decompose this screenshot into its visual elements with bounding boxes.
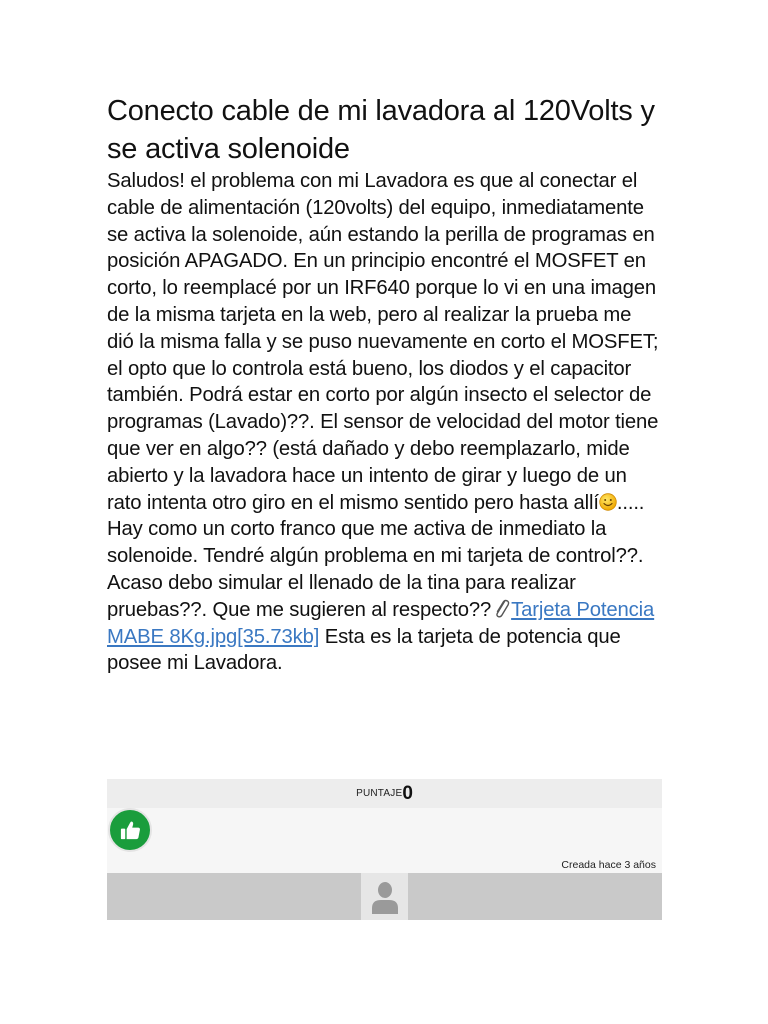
score-value: 0 [402,783,413,804]
score-bar [107,779,662,808]
user-avatar-icon [371,881,399,914]
smiley-icon [599,492,617,510]
post-body [107,168,663,677]
paperclip-icon [491,597,511,619]
created-date: Creada hace 3 años [561,859,656,871]
post-body-part3: Esta es la tarjeta de potencia que posee mi Lavadora. [107,625,621,675]
post-content [107,92,663,677]
attachment-link[interactable]: Tarjeta Potencia MABE 8Kg.jpg[35.73kb] [107,598,655,648]
post-body-part2: ..... Hay como un corto franco que me activa de inmediato la solenoide. Tendré algún problema en mi tarjeta de control??. Acaso debo simular el llenado de la tina para realizar pruebas??. Que me sugieren al respecto?? [107,491,645,621]
author-bar [107,873,662,920]
score-label: PUNTAJE [356,788,403,799]
post-body-part1: Saludos! el problema con mi Lavadora es que al conectar el cable de alimentación (120volts) del equipo, inmediatamente se activa la solenoide, aún estando la perilla de programas en posición APAGADO. En un principio encontré el MOSFET en corto, lo reemplacé por un IRF640 porque lo vi en una imagen de la misma tarjeta en la web, pero al realizar la prueba me dió la misma falla y se puso nuevamente en corto el MOSFET; el opto que lo controla está bueno, los diodos y el capacitor también. Podrá estar en corto por algún insecto el selector de programas (Lavado)??. El sensor de velocidad del motor tiene que ver en algo?? (está dañado y debo reemplazarlo, mide abierto y la lavadora hace un intento de girar y luego de un rato intenta otro giro en el mismo sentido pero hasta allí [107,170,659,514]
thumbs-up-icon [119,819,142,842]
score-panel [107,779,662,873]
post-title: Conecto cable de mi lavadora al 120Volts y se activa solenoide [107,95,655,165]
like-button[interactable] [108,808,152,852]
author-avatar[interactable] [361,873,408,920]
